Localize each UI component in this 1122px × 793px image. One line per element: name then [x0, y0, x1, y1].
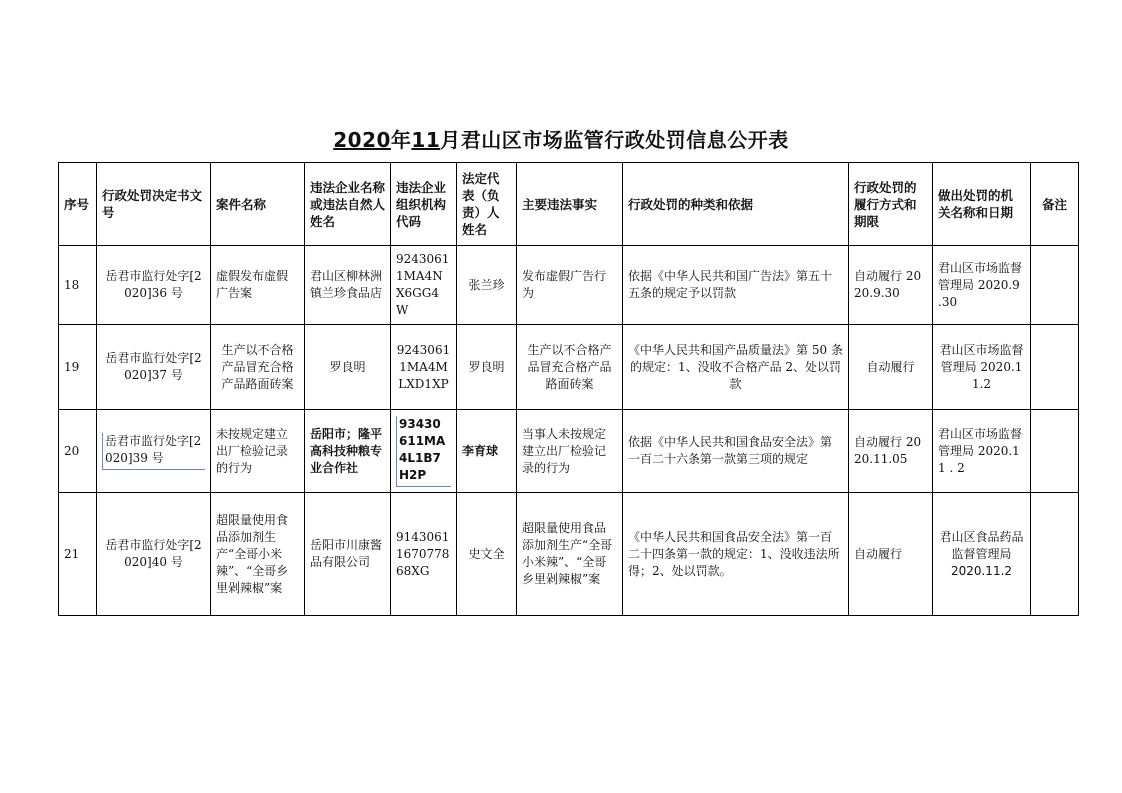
doc-no-text: 岳君市监行处字[2020]39 号: [102, 433, 205, 470]
table-row: [59, 493, 1079, 616]
header-note: 备注: [1031, 163, 1079, 246]
authority-date: 2020.11.2: [950, 563, 1013, 578]
header-case-name: 案件名称: [211, 163, 305, 246]
table-row: [59, 246, 1079, 325]
title-rest: 月君山区市场监管行政处罚信息公开表: [440, 128, 789, 152]
table-row: [59, 410, 1079, 493]
cell-seq: 18: [59, 246, 97, 325]
cell-note: [1031, 493, 1079, 616]
title-year: 2020: [333, 128, 391, 152]
cell-method: 自动履行: [849, 325, 933, 410]
title-year-suffix: 年: [390, 128, 412, 152]
header-authority: 做出处罚的机关名称和日期: [933, 163, 1031, 246]
cell-org-code: [391, 410, 457, 493]
cell-authority: 君山区市场监督管理局 2020.9 .30: [933, 246, 1031, 325]
cell-seq: 21: [59, 493, 97, 616]
cell-legal-rep: 史文全: [457, 493, 517, 616]
cell-violator: 岳阳市；隆平高科技种粮专业合作社: [305, 410, 391, 493]
cell-violator: 罗良明: [305, 325, 391, 410]
cell-method: 自动履行 2020.9.30: [849, 246, 933, 325]
cell-doc-no: 岳君市监行处字[2020]40 号: [97, 493, 211, 616]
table-header-row: [59, 163, 1079, 246]
cell-case-name: 虚假发布虚假广告案: [211, 246, 305, 325]
header-seq: 序号: [59, 163, 97, 246]
cell-doc-no: [97, 410, 211, 493]
cell-facts: 当事人未按规定建立出厂检验记录的行为: [517, 410, 623, 493]
header-doc-no: 行政处罚决定书文号: [97, 163, 211, 246]
cell-org-code: 92430611MA4MLXD1XP: [391, 325, 457, 410]
cell-facts: 发布虚假广告行为: [517, 246, 623, 325]
header-method: 行政处罚的履行方式和期限: [849, 163, 933, 246]
cell-note: [1031, 410, 1079, 493]
title-month: 11: [411, 128, 441, 152]
cell-doc-no: 岳君市监行处字[2020]36 号: [97, 246, 211, 325]
cell-doc-no: 岳君市监行处字[2020]37 号: [97, 325, 211, 410]
cell-org-code: 91430611670778 68XG: [391, 493, 457, 616]
cell-penalty: 依据《中华人民共和国食品安全法》第一百二十六条第一款第三项的规定: [623, 410, 849, 493]
cell-seq: 20: [59, 410, 97, 493]
cell-violator: 君山区柳林洲镇兰珍食品店: [305, 246, 391, 325]
cell-facts: 超限量使用食品添加剂生产“全哥小米辣”、“全哥乡里剁辣椒”案: [517, 493, 623, 616]
cell-penalty: 《中华人民共和国产品质量法》第 50 条的规定：1、没收不合格产品 2、处以罚款: [623, 325, 849, 410]
cell-authority: [933, 493, 1031, 616]
cell-org-code: 92430611MA4NX6GG4W: [391, 246, 457, 325]
cell-facts: 生产以不合格产品冒充合格产品路面砖案: [517, 325, 623, 410]
header-legal-rep: 法定代表（负责）人姓名: [457, 163, 517, 246]
cell-legal-rep: 张兰珍: [457, 246, 517, 325]
cell-case-name: 未按规定建立出厂检验记录的行为: [211, 410, 305, 493]
table-row: [59, 325, 1079, 410]
cell-note: [1031, 246, 1079, 325]
header-facts: 主要违法事实: [517, 163, 623, 246]
cell-authority: 君山区市场监督管理局 2020.11.2: [933, 325, 1031, 410]
cell-method: 自动履行: [849, 493, 933, 616]
page-title: [0, 124, 1122, 153]
cell-penalty: 依据《中华人民共和国广告法》第五十五条的规定予以罚款: [623, 246, 849, 325]
cell-seq: 19: [59, 325, 97, 410]
penalty-table: [58, 162, 1079, 616]
cell-penalty: 《中华人民共和国食品安全法》第一百二十四条第一款的规定：1、没收违法所得；2、处以罚款。: [623, 493, 849, 616]
cell-case-name: 生产以不合格产品冒充合格产品路面砖案: [211, 325, 305, 410]
cell-legal-rep: 李育球: [457, 410, 517, 493]
cell-legal-rep: 罗良明: [457, 325, 517, 410]
cell-authority: 君山区市场监督管理局 2020.11 . 2: [933, 410, 1031, 493]
header-org-code: 违法企业组织机构代码: [391, 163, 457, 246]
header-penalty: 行政处罚的种类和依据: [623, 163, 849, 246]
cell-note: [1031, 325, 1079, 410]
cell-method: 自动履行 2020.11.05: [849, 410, 933, 493]
cell-violator: 岳阳市川康酱品有限公司: [305, 493, 391, 616]
header-violator: 违法企业名称或违法自然人姓名: [305, 163, 391, 246]
org-code-text: 93430611MA4L1B7H2P: [396, 416, 451, 487]
authority-name: 君山区食品药品监督管理局: [939, 529, 1024, 561]
cell-case-name: 超限量使用食品添加剂生产“全哥小米辣”、“全哥乡里剁辣椒”案: [211, 493, 305, 616]
